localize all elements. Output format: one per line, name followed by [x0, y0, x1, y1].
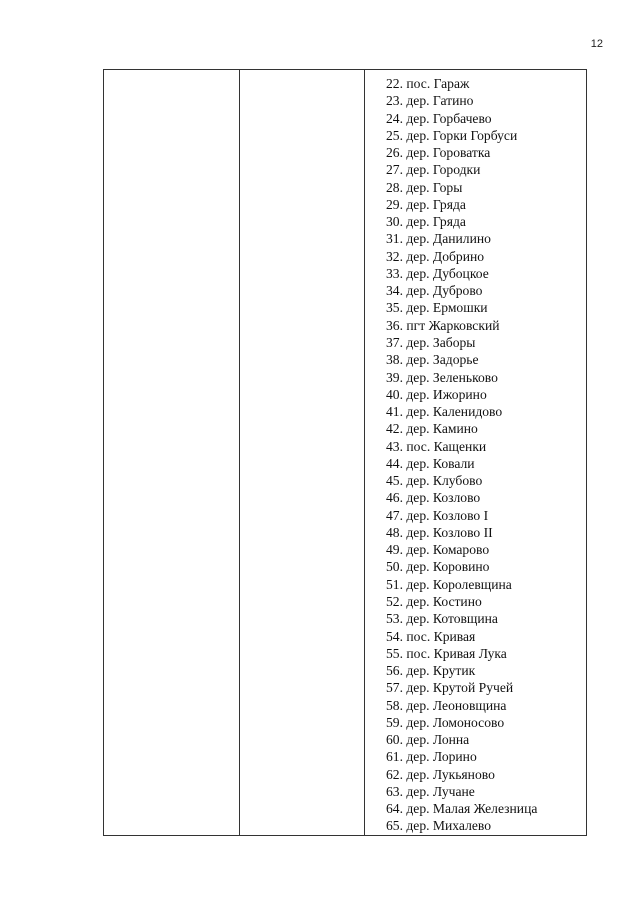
list-item: 63. дер. Лучане [386, 783, 475, 799]
list-item: 41. дер. Каленидово [386, 404, 503, 420]
list-item: 48. дер. Козлово II [386, 524, 493, 540]
settlement-list [386, 75, 586, 835]
list-item: 46. дер. Козлово [386, 490, 481, 506]
list-item: 62. дер. Лукьяново [386, 766, 495, 782]
list-item: 57. дер. Крутой Ручей [386, 680, 514, 696]
page-number: 12 [590, 38, 603, 50]
list-item: 38. дер. Задорье [386, 352, 479, 368]
list-item: 36. пгт Жарковский [386, 317, 500, 333]
list-item: 49. дер. Комарово [386, 542, 490, 558]
list-item: 30. дер. Гряда [386, 214, 466, 230]
list-item: 55. пос. Кривая Лука [386, 645, 507, 661]
list-item: 22. пос. Гараж [386, 76, 470, 91]
list-item: 39. дер. Зеленьково [386, 369, 498, 385]
list-item: 40. дер. Ижорино [386, 386, 487, 402]
list-item: 35. дер. Ермошки [386, 300, 488, 316]
list-item: 47. дер. Козлово I [386, 507, 489, 523]
list-item: 27. дер. Городки [386, 162, 481, 178]
list-item: 32. дер. Добрино [386, 248, 485, 264]
list-item: 60. дер. Лонна [386, 732, 470, 748]
list-item: 65. дер. Михалево [386, 818, 492, 834]
list-item: 24. дер. Горбачево [386, 110, 492, 126]
list-item: 43. пос. Кащенки [386, 438, 487, 454]
list-item: 26. дер. Гороватка [386, 145, 491, 161]
list-item: 64. дер. Малая Железница [386, 801, 538, 817]
list-item: 53. дер. Котовщина [386, 611, 498, 627]
list-item: 44. дер. Ковали [386, 455, 475, 471]
list-item: 42. дер. Камино [386, 421, 478, 437]
list-item: 45. дер. Клубово [386, 473, 483, 489]
table-column-1 [104, 70, 240, 835]
list-item: 37. дер. Заборы [386, 334, 476, 350]
list-item: 51. дер. Королевщина [386, 576, 512, 592]
list-item: 54. пос. Кривая [386, 628, 476, 644]
table-column-2 [240, 70, 365, 835]
list-item: 50. дер. Коровино [386, 559, 490, 575]
list-item: 33. дер. Дубоцкое [386, 265, 489, 281]
list-item: 58. дер. Леоновщина [386, 697, 507, 713]
list-item: 28. дер. Горы [386, 179, 463, 195]
list-item: 61. дер. Лорино [386, 749, 477, 765]
list-item: 29. дер. Гряда [386, 196, 466, 212]
list-item: 34. дер. Дуброво [386, 283, 483, 299]
list-item: 56. дер. Крутик [386, 663, 476, 679]
list-item: 31. дер. Данилино [386, 231, 491, 247]
list-item: 59. дер. Ломоносово [386, 714, 505, 730]
list-item: 25. дер. Горки Горбуси [386, 127, 518, 143]
settlements-table [103, 69, 587, 836]
list-item: 52. дер. Костино [386, 593, 482, 609]
list-item: 23. дер. Гатино [386, 93, 474, 109]
table-column-3 [365, 70, 586, 835]
